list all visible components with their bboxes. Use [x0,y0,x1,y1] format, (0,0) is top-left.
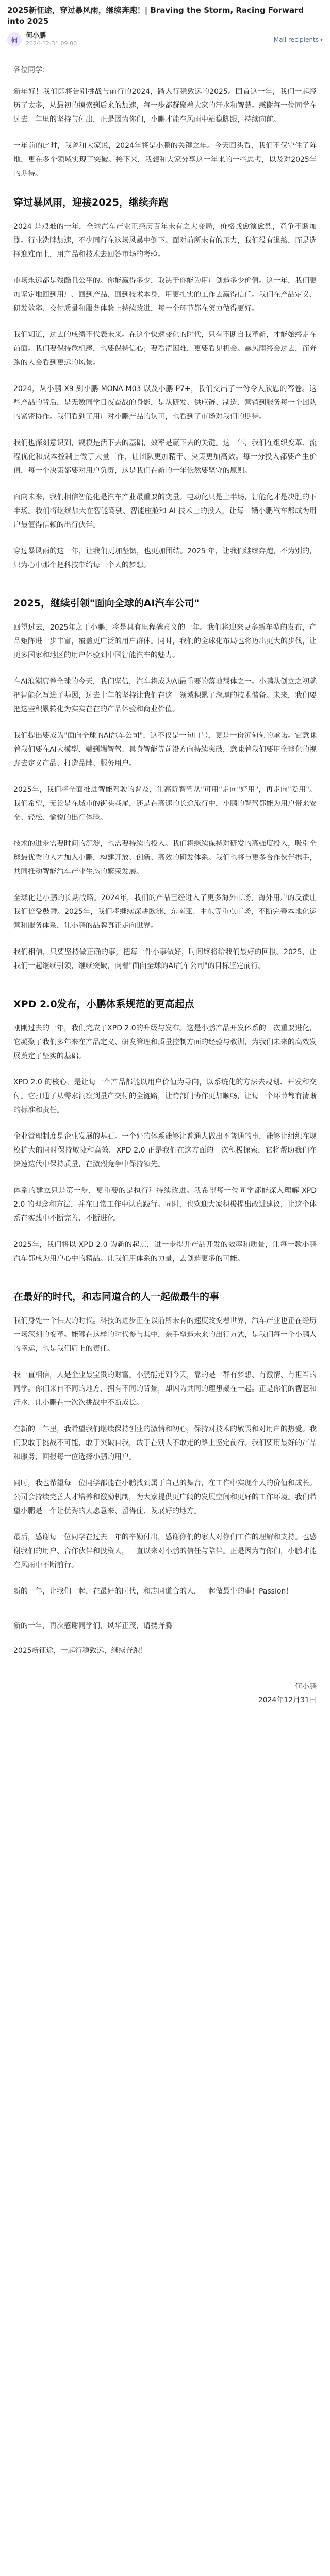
email-header [0,0,330,54]
section-paragraph: 我们知道，过去的成绩不代表未来。在这个快速变化的时代，只有不断自我革新，才能始终走在前面。我们要保持危机感，也要保持信心；要看清困难，更要看见机会。暴风雨终会过去，而奔跑的人会看到更远的风景。 [13,331,317,367]
signoff-line: 新的一年，再次感谢同学们，风华正茂，请携奔腾！ [13,1622,179,1630]
section-paragraph: 2024 是艰难的一年，全球汽车产业正经历百年未有之大变局，价格战愈演愈烈，竞争不断加剧。行业洗牌加速，不少同行在这场风暴中倒下。面对前所未有的压力，我们没有退缩，而是选择迎难而上，用产品和技术去回答市场的考验。 [13,223,317,259]
section-title: XPD 2.0发布，小鹏体系规范的更高起点 [13,998,194,1010]
section-paragraph: 我一直相信，人是企业最宝贵的财富。小鹏能走到今天，靠的是一群有梦想、有激情、有担当的同学。你们来自不同的地方，拥有不同的背景，却因为共同的理想聚在一起。正是你们的智慧和汗水，让小鹏在一次次挑战中不断成长。 [13,1371,317,1407]
section-paragraph: 在新的一年里，我希望我们继续保持创业的激情和初心，保持对技术的敬畏和对用户的热爱。我们要敢于挑战不可能，敢于突破自我，敢于在别人不敢走的路上坚定前行。我们要用最好的产品和服务，回报每一位选择小鹏的用户。 [13,1425,317,1461]
section-paragraph: 全球化是小鹏的长期战略。2024年，我们的产品已经进入了更多海外市场，海外用户的反馈让我们倍受鼓舞。2025年，我们将继续深耕欧洲、东南亚、中东等重点市场，不断完善本地化运营和服务体系，让小鹏的品牌真正走向世界。 [13,894,317,930]
chevron-down-icon: ▾ [320,37,323,43]
sender-row [7,32,323,47]
section-paragraph: 同时，我也希望每一位同学都能在小鹏找到属于自己的舞台，在工作中实现个人的价值和成长。公司会持续完善人才培养和激励机制，为大家提供更广阔的发展空间和更好的工作环境。我们希望小鹏是一个让优秀的人愿意来、留得住、发展好的地方。 [13,1479,317,1515]
section-paragraph: 刚刚过去的一年，我们完成了XPD 2.0的升级与发布。这是小鹏产品开发体系的一次重要进化，它凝聚了我们多年来在产品定义、研发管理和质量控制方面的经验与教训，为我们未来的高效发展奠定了坚实的基础。 [13,1024,317,1060]
section-title: 2025，继续引领"面向全球的AI汽车公司" [13,598,200,609]
section-paragraph: XPD 2.0 的核心，是让每一个产品都能以用户价值为导向，以系统化的方法去规划、开发和交付。它打通了从需求洞察到量产交付的全链路，让跨部门协作更加顺畅，让每一个环节都有清晰的标准和责任。 [13,1078,317,1114]
signature-date: 2024年12月31日 [258,1696,317,1704]
section-paragraph: 体系的建立只是第一步，更重要的是执行和持续改进。我希望每一位同学都能深入理解 XPD 2.0 的理念和方法，并在日常工作中认真践行。同时，也欢迎大家积极提出改进建议，让这个体系在实践中不断完善、不断进化。 [13,1187,317,1223]
greeting: 各位同学： [13,66,50,74]
section-paragraph: 穿过暴风雨的这一年，让我们更加坚韧，也更加团结。2025 年，让我们继续奔跑，不为别的，只为心中那个把科技带给每一个人的梦想。 [13,547,317,569]
section-paragraph: 2025年，我们将全面推进智能驾驶的普及，让高阶智驾从"可用"走向"好用"，再走向"爱用"。我们希望，无论是在城市的街头巷尾，还是在高速的长途旅行中，小鹏的智驾都能为用户带来安全、轻松、愉悦的出行体验。 [13,786,317,822]
signature-block [13,1680,317,1707]
section-paragraph: 新的一年，让我们一起，在最好的时代，和志同道合的人，一起做最牛的事！Passion！ [13,1587,293,1596]
email-subject: 2025新征途，穿过暴风雨，继续奔跑！| Braving the Storm, Racing Forward into 2025 [7,6,304,26]
section-paragraph: 技术的进步需要时间的沉淀，也需要持续的投入。我们将继续保持对研发的高强度投入，吸引全球最优秀的人才加入小鹏，构建开放、创新、高效的研发体系。我们也将与更多合作伙伴携手，共同推动智能汽车产业生态的繁荣发展。 [13,840,317,876]
section-paragraph: 2025年，我们将以 XPD 2.0 为新的起点，进一步提升产品开发的效率和质量，让每一款小鹏汽车都成为用户心中的精品。让我们用体系的力量，去创造更多的可能。 [13,1241,317,1263]
section-paragraph: 企业管理制度是企业发展的基石。一个好的体系能够让普通人做出不普通的事，能够让组织在规模扩大的同时保持敏捷和高效。XPD 2.0 正是我们在这方面的一次积极探索，它将帮助我们在快速迭代中保持质量，在激烈竞争中保持领先。 [13,1132,317,1168]
mail-recipients-toggle[interactable] [274,36,323,43]
sender-name[interactable]: 何小鹏 [26,32,46,40]
mail-recipients-label: Mail recipients [273,36,319,43]
section-paragraph: 市场永远都是残酷且公平的。你能赢得多少，取决于你能为用户创造多少价值。这一年，我们更加坚定地回到用户、回到产品、回到技术本身，用更扎实的工作去赢得信任。我们在产品定义、研发效率、交付质量和服务体验上持续改进，每一个环节都在努力做得更好。 [13,277,317,313]
section-paragraph: 我们提出要成为"面向全球的AI汽车公司"，这不仅是一句口号，更是一份沉甸甸的承诺。它意味着我们要在AI大模型、端到端智驾、具身智能等前沿方向持续突破，意味着我们要用全球化的视野去定义产品、打造品牌、服务用户。 [13,732,317,768]
closing-line: 2025新征途，一起行稳致远，继续奔跑！ [13,1647,147,1655]
section-paragraph: 在AI浪潮席卷全球的今天，我们坚信，汽车将成为AI最重要的落地载体之一。小鹏从创立之初就把智能化写进了基因，过去十年的坚持让我们在这一领域积累了深厚的技术储备。未来，我们要把这些积累转化为实实在在的产品体验和商业价值。 [13,677,317,714]
section-title: 穿过暴风雨，迎接2025，继续奔跑 [13,197,168,208]
sender-avatar[interactable]: 何 [7,32,22,47]
section-paragraph: 回望过去，2025年之于小鹏，将是具有里程碑意义的一年。我们将迎来更多新车型的发布，产品矩阵进一步丰富，覆盖更广泛的用户群体。同时，我们的全球化布局也将迈出更大的步伐，让更多国家和地区的用户体验到中国智能汽车的魅力。 [13,623,317,659]
intro-paragraph: 一年前的此时，我曾和大家说，2024年将是小鹏的关键之年。今天回头看，我们不仅守住了阵地，更在多个领域实现了突破。接下来，我想和大家分享这一年来的一些思考，以及对2025年的期待。 [13,142,317,178]
section-title: 在最好的时代，和志同道合的人一起做最牛的事 [13,1291,220,1302]
section-paragraph: 面向未来，我们相信智能化是汽车产业最重要的变量。电动化只是上半场，智能化才是决胜的下半场。我们将继续加大在智能驾驶、智能座舱和 AI 技术上的投入，让每一辆小鹏汽车都成为用户最值得信赖的出行伙伴。 [13,493,317,529]
signature-name: 何小鹏 [295,1683,317,1691]
section-paragraph: 2024，从小鹏 X9 到小鹏 MONA M03 以及小鹏 P7+，我们交出了一份令人欣慰的答卷。这些产品的背后，是无数同学日夜奋战的身影，是从研发、供应链、制造、营销到服务每一个团队的紧密协作。我们看到了用户对小鹏产品的认可，也看到了市场对我们的期待。 [13,385,317,421]
section-paragraph: 我们也深刻意识到，规模是活下去的基础，效率是赢下去的关键。这一年，我们在组织变革、流程优化和成本控制上做了大量工作，让团队更加精干、决策更加高效。每一分投入都要产生价值，每一个决策都要对用户负责，这是我们在新的一年依然要坚守的原则。 [13,439,317,475]
sent-date: 2024-12-31 09:00 [26,40,77,47]
section-paragraph: 我们身处一个伟大的时代。科技的进步正在以前所未有的速度改变着世界，汽车产业也正在经历一场深刻的变革。能够在这样的时代参与其中，亲手塑造未来的出行方式，是我们每一个小鹏人的幸运，也是我们肩上的责任。 [13,1317,317,1353]
section-paragraph: 最后，感谢每一位同学在过去一年的辛勤付出，感谢你们的家人对你们工作的理解和支持。也感谢我们的用户、合作伙伴和投资人，一直以来对小鹏的信任与陪伴。正是因为有你们，小鹏才能在风雨中不断前行。 [13,1533,317,1569]
intro-paragraph: 新年好！我们即将告别挑战与前行的2024，踏入行稳致远的2025。回首这一年，我们一起经历了太多，从最初的摸索到后来的加速，每一步都凝聚着大家的汗水和智慧。感谢每一位同学在过去一年里的坚持与付出，正是因为你们，小鹏才能在风雨中站稳脚跟，持续向前。 [13,88,317,124]
sender-info [26,32,274,47]
email-body [0,54,330,1707]
section-paragraph: 我们相信，只要坚持做正确的事，把每一件小事做好，时间终将给我们最好的回报。2025，让我们一起继续引领，继续突破，向着"面向全球的AI汽车公司"的目标坚定前行。 [13,948,317,970]
